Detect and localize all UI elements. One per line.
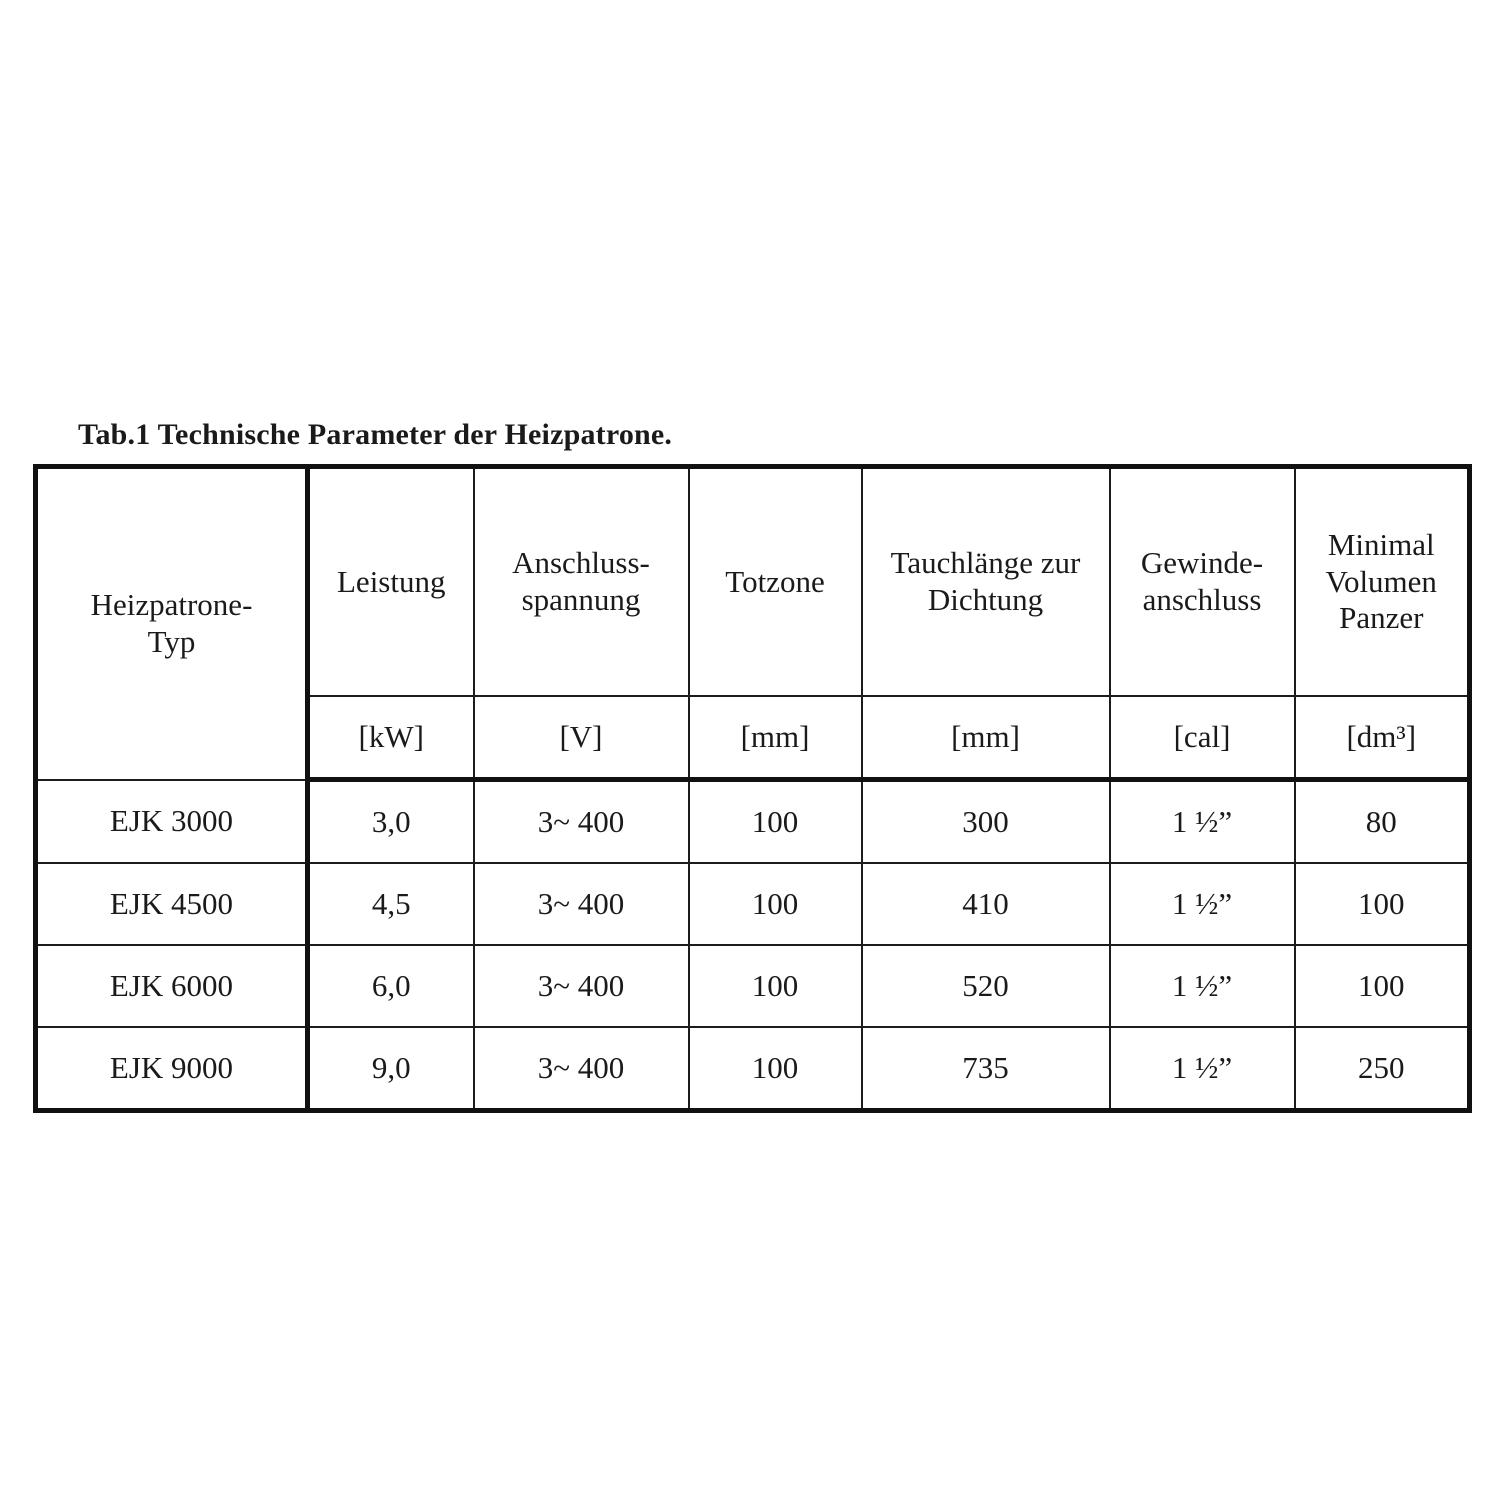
cell-voltage: 3~ 400	[474, 780, 689, 864]
cell-dead-zone: 100	[689, 863, 862, 945]
cell-type: EJK 3000	[36, 780, 308, 864]
unit-cell-dead-zone: [mm]	[689, 696, 862, 780]
cell-dead-zone: 100	[689, 780, 862, 864]
header-cell-type	[36, 467, 308, 780]
cell-immersion-length: 735	[862, 1027, 1110, 1111]
header-cell-immersion-length	[862, 467, 1110, 697]
header-voltage-line2: spannung	[521, 582, 641, 617]
cell-type: EJK 4500	[36, 863, 308, 945]
cell-power: 4,5	[308, 863, 474, 945]
cell-thread: 1 ½”	[1110, 863, 1295, 945]
header-row-main	[36, 467, 1470, 697]
header-dead-zone-label: Totzone	[725, 563, 825, 599]
header-thread-line1: Gewinde-	[1140, 545, 1264, 581]
table-row	[36, 780, 1470, 864]
header-immersion-line1: Tauchlänge zur	[890, 545, 1081, 581]
table-row	[36, 945, 1470, 1027]
cell-immersion-length: 300	[862, 780, 1110, 864]
header-cell-power	[308, 467, 474, 697]
header-cell-voltage	[474, 467, 689, 697]
header-volume-line2: Volumen	[1325, 563, 1437, 599]
header-volume-line3: Panzer	[1339, 600, 1424, 636]
parameter-table	[33, 464, 1472, 1113]
cell-voltage: 3~ 400	[474, 1027, 689, 1111]
cell-immersion-length: 410	[862, 863, 1110, 945]
cell-thread: 1 ½”	[1110, 945, 1295, 1027]
header-cell-thread	[1110, 467, 1295, 697]
header-type-line1: Heizpatrone-	[90, 587, 253, 623]
table-row	[36, 863, 1470, 945]
unit-cell-immersion-length: [mm]	[862, 696, 1110, 780]
cell-immersion-length: 520	[862, 945, 1110, 1027]
parameter-table-container	[33, 464, 1467, 1113]
cell-thread: 1 ½”	[1110, 1027, 1295, 1111]
cell-type: EJK 6000	[36, 945, 308, 1027]
header-cell-dead-zone	[689, 467, 862, 697]
unit-cell-voltage: [V]	[474, 696, 689, 780]
unit-cell-power: [kW]	[308, 696, 474, 780]
header-type-line2: Typ	[147, 623, 196, 659]
unit-cell-thread: [cal]	[1110, 696, 1295, 780]
cell-min-volume: 250	[1295, 1027, 1470, 1111]
header-power-label: Leistung	[337, 563, 446, 599]
cell-power: 3,0	[308, 780, 474, 864]
table-caption: Tab.1 Technische Parameter der Heizpatrone.	[78, 418, 673, 451]
cell-voltage: 3~ 400	[474, 863, 689, 945]
table-row	[36, 1027, 1470, 1111]
cell-power: 6,0	[308, 945, 474, 1027]
header-volume-line1: Minimal	[1327, 527, 1435, 563]
header-immersion-line2: Dichtung	[927, 582, 1044, 617]
cell-min-volume: 100	[1295, 945, 1470, 1027]
unit-cell-min-volume: [dm³]	[1295, 696, 1470, 780]
cell-type: EJK 9000	[36, 1027, 308, 1111]
table-body	[36, 780, 1470, 1111]
cell-min-volume: 100	[1295, 863, 1470, 945]
header-thread-line2: anschluss	[1142, 582, 1262, 617]
table-header	[36, 467, 1470, 780]
cell-dead-zone: 100	[689, 945, 862, 1027]
cell-min-volume: 80	[1295, 780, 1470, 864]
cell-thread: 1 ½”	[1110, 780, 1295, 864]
cell-voltage: 3~ 400	[474, 945, 689, 1027]
header-cell-min-volume	[1295, 467, 1470, 697]
cell-dead-zone: 100	[689, 1027, 862, 1111]
cell-power: 9,0	[308, 1027, 474, 1111]
header-voltage-line1: Anschluss-	[512, 545, 650, 581]
